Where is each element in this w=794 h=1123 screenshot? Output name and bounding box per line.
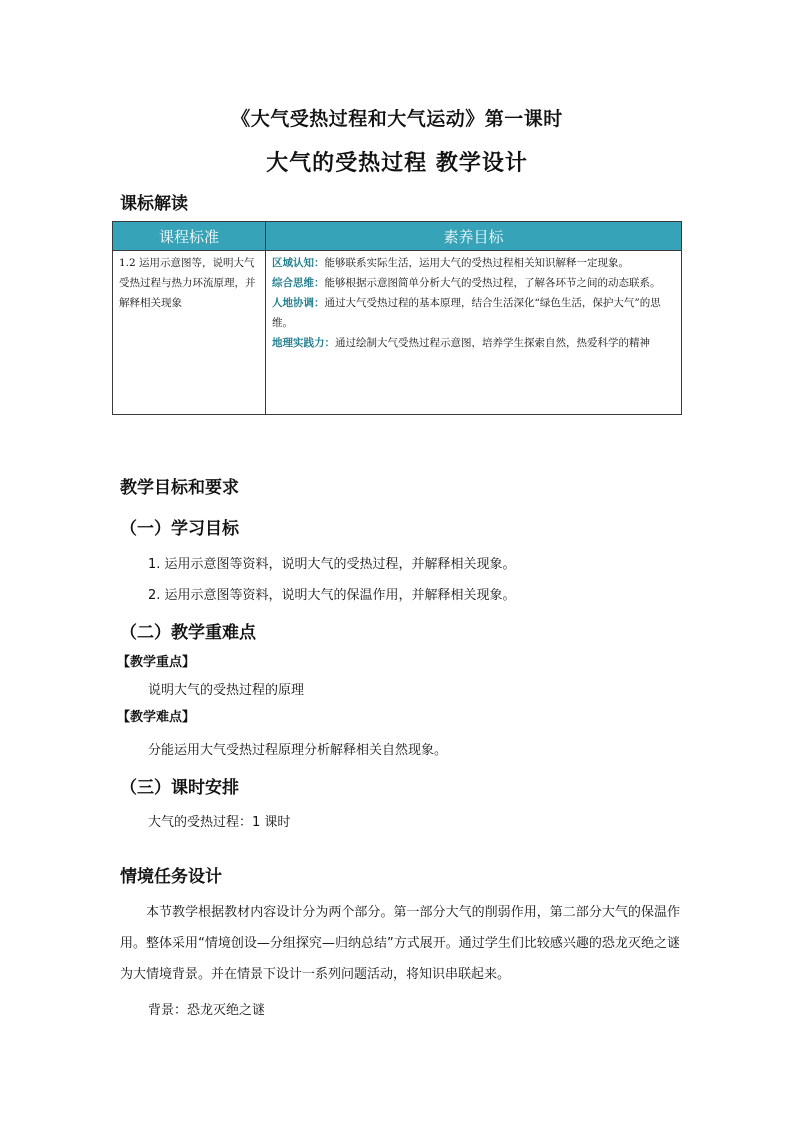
section-heading-curriculum: 课标解读 [120,194,188,214]
background-line: 背景：恐龙灭绝之谜 [148,1003,266,1018]
literacy-label: 人地协调： [272,297,325,309]
difficulty-text: 分能运用大气受热过程原理分析解释相关自然现象。 [148,743,448,758]
literacy-item [272,333,675,353]
standard-cell: 1.2 运用示意图等，说明大气受热过程与热力环流原理，并解释相关现象 [113,251,266,415]
key-point-text: 说明大气的受热过程的原理 [148,683,305,698]
goal-item: 1. 运用示意图等资料，说明大气的受热过程，并解释相关现象。 [148,557,516,572]
literacy-item [272,273,675,293]
literacy-item [272,253,675,273]
table-header-literacy: 素养目标 [266,222,682,251]
section-heading-goals: 教学目标和要求 [120,478,239,498]
literacy-text: 通过大气受热过程的基本原理，结合生活深化“绿色生活，保护大气”的思维。 [272,297,661,329]
task-paragraph: 本节教学根据教材内容设计分为两个部分。第一部分大气的削弱作用，第二部分大气的保温作用。整体采用“情境创设—分组探究—归纳总结”方式展开。通过学生们比较感兴趣的恐龙灭绝之谜为大情境背景。并在情景下设计一系列问题活动，将知识串联起来。 [120,905,680,982]
subheading-schedule: （三）课时安排 [120,778,239,798]
literacy-label: 区域认知： [272,257,325,269]
curriculum-table [112,221,682,415]
goal-item: 2. 运用示意图等资料，说明大气的保温作用，并解释相关现象。 [148,588,516,603]
subheading-learning-goals: （一）学习目标 [120,519,239,539]
literacy-text: 能够根据示意图简单分析大气的受热过程，了解各环节之间的动态联系。 [324,277,661,289]
subheading-key-points: （二）教学重难点 [120,623,256,643]
literacy-label: 地理实践力： [272,337,335,349]
literacy-text: 通过绘制大气受热过程示意图，培养学生探索自然，热爱科学的精神 [335,337,650,349]
document-subtitle: 大气的受热过程 教学设计 [266,151,528,176]
literacy-item [272,293,675,333]
table-header-standard: 课程标准 [113,222,266,251]
document-title: 《大气受热过程和大气运动》第一课时 [231,108,563,130]
key-point-label: 【教学重点】 [117,655,196,670]
literacy-text: 能够联系实际生活，运用大气的受热过程相关知识解释一定现象。 [324,257,629,269]
difficulty-label: 【教学难点】 [117,710,196,725]
section-heading-task-design: 情境任务设计 [120,867,222,887]
literacy-cell [266,251,682,415]
literacy-label: 综合思维： [272,277,325,289]
schedule-text: 大气的受热过程：1 课时 [148,815,291,830]
